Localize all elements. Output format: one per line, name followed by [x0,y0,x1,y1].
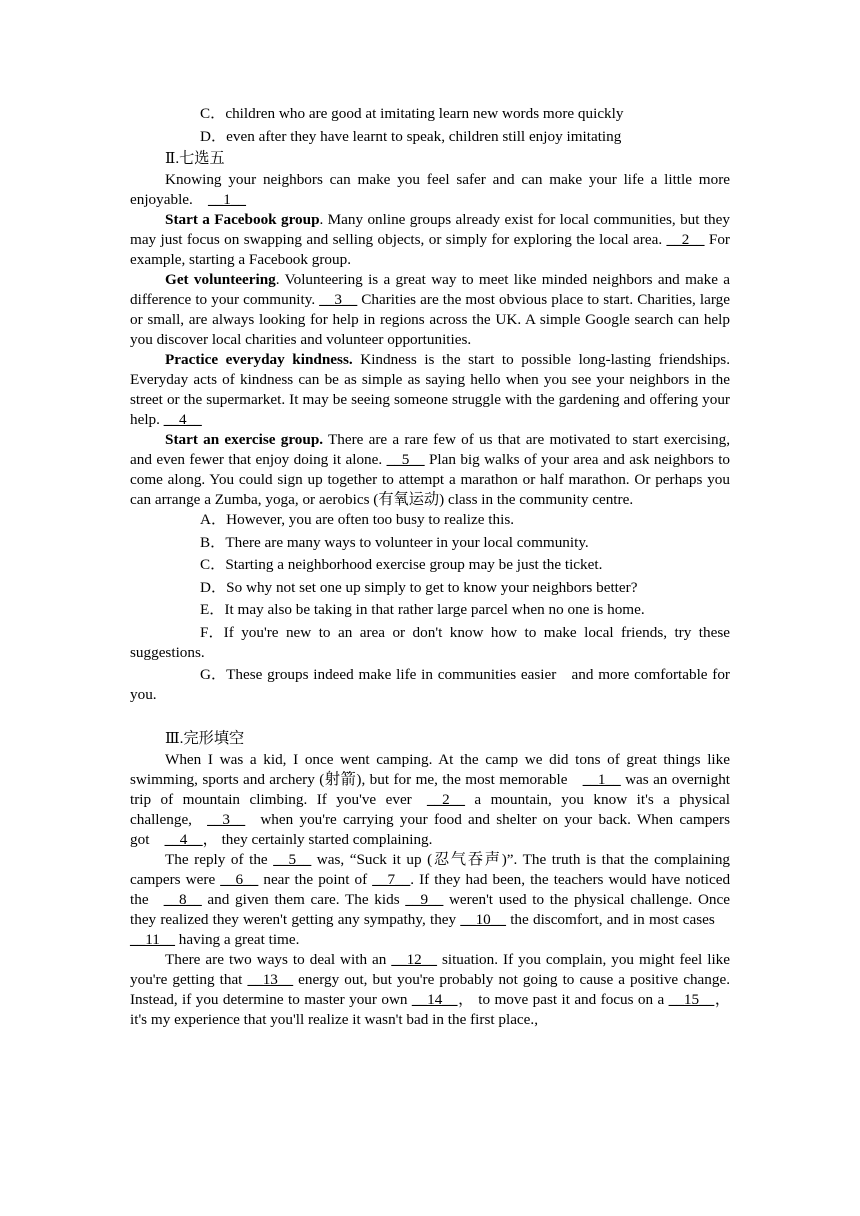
cloze-blank-6: __6__ [220,870,259,888]
paragraph-volunteering: Get volunteering. Volunteering is a great way to meet like minded neighbors and make a difference to your community. __3__ Charities are the most obvious place to start. Charities, large or small, are always looking for help in regions across the UK. A simple Google search can help you discover local charities and volunteer opportunities. [130,271,731,348]
option-e: E．It may also be taking in that rather large parcel when no one is home. [200,601,645,618]
cloze-blank-1: __1__ [582,770,621,788]
cloze-blank-8: __8__ [163,890,202,908]
cloze-blank-14: __14__ [411,990,458,1008]
section3-heading: Ⅲ.完形填空 [165,729,245,747]
option-a: A．However, you are often too busy to realize this. [200,511,515,528]
cloze-blank-15: __15__ [668,990,715,1008]
cloze-blank-2: __2__ [426,790,465,808]
document-page [130,104,730,1030]
exercise-title: Start an exercise group. [165,431,324,448]
option-d: D．So why not set one up simply to get to know your neighbors better? [200,578,638,596]
cloze-paragraph-3: There are two ways to deal with an __12__ situation. If you complain, you might feel like you're getting that __13__ energy out, but you're probably not going to cause a positive change. Instead, if you determine to master your own __14__， to move past it and focus on a __15__， it's my experience that you'll realize it wasn't bad in the first place., [130,950,731,1028]
cloze-paragraph-1: When I was a kid, I once went camping. At the camp we did tons of great things like swimming, sports and archery (射箭), but for me, the most memorable __1__ was an overnight trip of mountain climbing. If you've ever __2__ a mountain, you know it's a physical challenge, __3__ when you're carrying your food and shelter on your back. When campers got __4__， they certainly started complaining. [130,750,731,848]
paragraph-facebook: Start a Facebook group. Many online groups already exist for local communities, but they may just focus on swapping and selling objects, or simply for exploring the local area. __2__ For example, starting a Facebook group. [130,211,730,268]
paragraph-kindness: Practice everyday kindness. Kindness is the start to possible long-lasting friendships. Everyday acts of kindness can be as simple as saying hello when you see your neighbors in the street or the supermarket. It may be seeing someone struggle with the gardening and offering your help. __4__ [130,351,730,428]
option-c-prev: C．children who are good at imitating learn new words more quickly [200,105,624,122]
blank-1: __1__ [208,191,246,208]
blank-3: __3__ [319,291,358,308]
previous-options [130,104,730,147]
cloze-blank-13: __13__ [247,970,294,988]
paragraph-exercise: Start an exercise group. There are a rare few of us that are motivated to start exercising, and even fewer that enjoy doing it alone. __5__ Plan big walks of your area and ask neighbors to come along. You could sign up together to attempt a marathon or half marathon. Or perhaps you can arrange a Zumba, yoga, or aerobics (有氧运动) class in the community centre. [130,431,731,508]
volunteering-title: Get volunteering [165,271,276,288]
option-f: F．If you're new to an area or don't know how to make local friends, try these suggestions. [130,623,730,661]
cloze-blank-3: __3__ [207,810,246,828]
spacer [130,708,730,728]
option-c: C．Starting a neighborhood exercise group may be just the ticket. [200,556,603,573]
blank-2: __2__ [666,231,705,248]
cloze-blank-9: __9__ [405,890,444,908]
section2-intro: Knowing your neighbors can make you feel safer and can make your life a little more enjoyable. __1__ [130,171,730,208]
cloze-blank-10: __10__ [460,910,506,928]
cloze-blank-12: __12__ [391,950,437,968]
cloze-blank-4: __4__ [164,830,203,848]
cloze-paragraph-2: The reply of the __5__ was, “Suck it up (忍气吞声)”. The truth is that the complaining campers were __6__ near the point of __7__. If they had been, the teachers would have noticed the __8__ and given them care. The kids __9__ weren't used to the physical challenge. Once they realized they weren't getting any sympathy, they __10__ the discomfort, and in most cases __11__ having a great time. [130,850,731,948]
section2-options [130,510,730,705]
cloze-blank-11: __11__ [130,930,175,948]
option-g: G．These groups indeed make life in communities easier and more comfortable for you. [130,666,730,703]
kindness-title: Practice everyday kindness. [165,351,353,368]
option-b: B．There are many ways to volunteer in your local community. [200,533,589,551]
blank-5: __5__ [386,451,425,468]
blank-4: __4__ [163,411,202,428]
section2-heading: Ⅱ.七选五 [165,150,225,167]
option-d-prev: D．even after they have learnt to speak, children still enjoy imitating [200,127,622,145]
cloze-blank-7: __7__ [372,870,411,888]
cloze-blank-5: __5__ [273,850,312,868]
facebook-title: Start a Facebook group [165,211,320,228]
